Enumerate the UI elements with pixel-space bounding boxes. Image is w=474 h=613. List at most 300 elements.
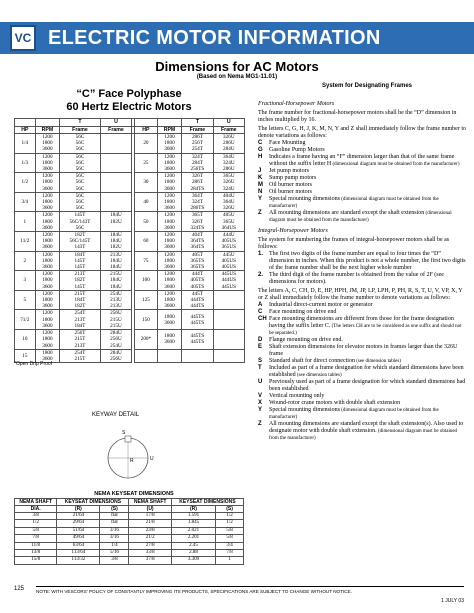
frame-suffix-item-letter: A xyxy=(258,302,263,308)
integral-hp-heading: Integral-Horsepower Motors xyxy=(258,228,328,234)
t-frame-cell-value: 405TS xyxy=(190,283,205,290)
keyseat-cell: 1/4 xyxy=(100,542,129,549)
keyway-detail-label: KEYWAY DETAIL xyxy=(92,412,140,418)
u-frame-cell xyxy=(213,310,244,330)
u-frame-cell-value: 284U xyxy=(223,146,235,153)
table-row xyxy=(15,310,245,330)
keyseat-cell: 5/8 xyxy=(216,535,244,542)
table-row xyxy=(15,542,244,549)
frame-suffix-item-description: Indicates a frame having an “F” dimension larger than that of the same frame without the suffix letter H xyxy=(269,154,455,167)
t-frame-cell xyxy=(182,232,213,252)
u-frame-cell-value: 445US xyxy=(221,283,236,290)
frame-suffix-item-description: Face Mounting xyxy=(269,140,306,146)
rpm-cell-value: 1200 xyxy=(42,290,53,297)
rpm-cell-value: 1200 xyxy=(164,290,175,297)
t-frame-cell-value: 184T xyxy=(74,297,86,304)
header-row xyxy=(15,126,245,134)
table-row xyxy=(15,550,244,557)
t-frame-cell xyxy=(60,290,101,310)
rpm-cell-value: 3600 xyxy=(164,264,175,271)
u-frame-cell-value: 284U xyxy=(110,330,122,337)
rpm-cell-value: 1200 xyxy=(164,212,175,219)
rpm-cell xyxy=(35,251,60,271)
frame-suffix-item-letter: C xyxy=(258,309,263,315)
table-row xyxy=(15,134,245,154)
u-frame-cell xyxy=(100,251,131,271)
frame-suffix-item-text xyxy=(269,175,316,182)
t-frame-cell xyxy=(182,310,213,330)
keyseat-cell: 63/64 xyxy=(57,542,100,549)
u-frame-cell xyxy=(100,232,131,252)
rpm-cell-value: 3600 xyxy=(164,283,175,290)
u-frame-cell-value: 215U xyxy=(110,271,122,278)
frame-suffix-item-text xyxy=(269,140,306,147)
frame-suffix-item-description: Gasoline Pump Motors xyxy=(269,147,325,153)
t-frame-cell-value: 56C xyxy=(75,166,85,173)
t-frame-cell-value: 56C xyxy=(75,134,85,140)
u-frame-cell-value: 184U xyxy=(110,238,122,245)
t-frame-cell xyxy=(60,134,101,154)
frame-suffix-item-description: Previously used as part of a frame designation for which standard dimensions had been established xyxy=(269,379,466,392)
frame-suffix-item-letter: D xyxy=(258,337,263,343)
frame-suffix-item-description: Vertical mounting only xyxy=(269,393,325,399)
keyseat-cell: 49/64 xyxy=(57,535,100,542)
keyseat-cell: 2.201 xyxy=(171,535,215,542)
frame-suffix-item-text xyxy=(269,182,312,189)
frame-suffix-item xyxy=(258,337,466,344)
keyseat-cell: 13/8 xyxy=(15,550,57,557)
keyseat-cell: 1/2 xyxy=(216,513,244,520)
u-frame-cell-value: 184U xyxy=(110,264,122,271)
rpm-cell-value: 1200 xyxy=(164,173,175,180)
u-frame-cell xyxy=(100,212,131,232)
frame-suffix-item-letter: C xyxy=(258,140,263,146)
u-frame-cell xyxy=(100,173,131,193)
t-frame-cell-value: 256T xyxy=(74,330,86,337)
rpm-cell-value: 1800 xyxy=(42,336,53,343)
page-subtitle: (Based on Nema MG1-11.01) xyxy=(196,74,278,80)
numbering-rule-item xyxy=(258,251,466,272)
fractional-hp-heading: Fractional-Horsepower Motors xyxy=(258,101,335,107)
rpm-cell xyxy=(35,271,60,291)
frame-suffix-item xyxy=(258,147,466,154)
keyseat-header: NEMA SHAFT xyxy=(15,499,57,506)
frame-suffix-item-text xyxy=(269,379,466,393)
rpm-cell-value: 1800 xyxy=(164,297,175,304)
t-frame-cell-value: 182T xyxy=(74,232,86,239)
numbering-rule-item-letter: 1. xyxy=(258,251,264,257)
rpm-cell xyxy=(35,153,60,173)
header-frame: Frame xyxy=(60,126,101,134)
keyseat-table xyxy=(14,498,244,565)
frame-suffix-item-text xyxy=(269,344,466,358)
rpm-cell-value: 1800 xyxy=(42,238,53,245)
keyseat-cell: 51/64 xyxy=(57,527,100,534)
t-frame-cell-value: 184T xyxy=(74,322,86,329)
keyseat-cell: 21/2 xyxy=(129,535,171,542)
t-frame-cell-value: 213T xyxy=(74,271,86,278)
rpm-cell-value: 1800 xyxy=(42,159,53,166)
frame-suffix-item xyxy=(258,379,466,393)
hp-cell: 3/4 xyxy=(15,192,36,212)
rpm-cell xyxy=(35,134,60,154)
u-frame-cell-value: 256U xyxy=(110,310,122,317)
u-frame-cell-value: 182U xyxy=(110,218,122,225)
keyseat-cell: 37/8 xyxy=(129,557,171,564)
u-frame-cell-value: 256U xyxy=(110,355,122,362)
keyseat-cell: 15/8 xyxy=(15,557,57,564)
frame-suffix-item-description: Special mounting dimensions xyxy=(269,407,340,413)
u-frame-cell xyxy=(213,173,244,193)
rpm-cell xyxy=(35,330,60,350)
rpm-cell xyxy=(157,212,182,232)
frame-suffix-item-note: (see dimension tables) xyxy=(354,359,401,364)
u-frame-cell-value: 364U xyxy=(223,199,235,206)
t-frame-cell-value: 182T xyxy=(74,303,86,310)
t-frame-cell-value: 56C xyxy=(75,185,85,192)
frame-suffix-item-text xyxy=(269,393,324,400)
rpm-cell xyxy=(157,310,182,330)
rpm-cell-value: 1200 xyxy=(42,232,53,239)
u-frame-cell-value: 254U xyxy=(110,290,122,297)
keyseat-cell: flat xyxy=(100,520,129,527)
hp-cell: 60 xyxy=(135,232,158,252)
u-frame-cell-value: 324U xyxy=(223,185,235,192)
keyseat-header: NEMA SHAFT xyxy=(129,499,171,506)
t-frame-cell-value: 215T xyxy=(74,290,86,297)
frame-suffix-item-letter: T xyxy=(258,365,262,371)
rpm-cell xyxy=(157,251,182,271)
t-frame-cell-value: 254T xyxy=(74,349,86,356)
u-frame-cell-value: 182U xyxy=(110,244,122,251)
rpm-cell xyxy=(157,192,182,212)
rpm-cell-value: 3600 xyxy=(42,244,53,251)
rpm-cell-value: 1200 xyxy=(42,310,53,317)
u-frame-cell xyxy=(100,192,131,212)
frame-suffix-item-description: Face mounting on drive end xyxy=(269,309,337,315)
frame-suffix-item-note: (dimensional diagram must be obtained from the manufacturer) xyxy=(269,211,452,223)
rpm-cell-value: 1800 xyxy=(164,313,175,320)
keyseat-cell: 33/8 xyxy=(129,550,171,557)
rpm-cell-value: 1200 xyxy=(164,251,175,258)
header-rpm: RPM xyxy=(35,126,60,134)
frame-suffix-item-description: Jet pump motors xyxy=(269,168,309,174)
frame-suffix-item-letter: U xyxy=(258,379,263,385)
u-frame-cell-value xyxy=(215,303,243,309)
t-frame-cell-value: 56C xyxy=(75,224,85,231)
rpm-cell-value: 1800 xyxy=(42,179,53,186)
rpm-cell-value: 1200 xyxy=(164,192,175,199)
keyseat-cell: 3/16 xyxy=(100,527,129,534)
header-hp: HP xyxy=(15,126,36,134)
frame-suffix-item-description: Standard shaft for direct connection xyxy=(269,358,355,364)
rpm-cell-value: 1200 xyxy=(42,134,53,140)
rpm-cell-value: 1800 xyxy=(42,199,53,206)
rpm-cell-value: 1800 xyxy=(164,179,175,186)
t-frame-cell xyxy=(182,290,213,310)
keyseat-subheader: (S) xyxy=(216,506,244,513)
frame-suffix-item-letter: Z xyxy=(258,210,262,216)
empty-cell xyxy=(182,349,213,362)
rpm-cell-value: 1800 xyxy=(42,218,53,225)
frame-suffix-item-text xyxy=(269,302,373,309)
header-blank xyxy=(157,119,182,127)
t-frame-cell-value: 254T xyxy=(74,310,86,317)
frame-suffix-item-text xyxy=(269,168,309,175)
t-frame-cell-value: 365TS xyxy=(190,257,205,264)
table-row xyxy=(15,557,244,564)
t-frame-cell-value: 445TS xyxy=(190,319,205,326)
rpm-cell xyxy=(157,290,182,310)
u-frame-cell-value: 184U xyxy=(110,277,122,284)
rpm-cell-value: 3600 xyxy=(164,224,175,231)
u-frame-cell xyxy=(213,330,244,350)
u-frame-cell-value: 324U xyxy=(223,159,235,166)
keyseat-cell: 7/8 xyxy=(15,535,57,542)
t-frame-cell-value: 215T xyxy=(74,355,86,362)
header-row-top xyxy=(15,119,245,127)
keyseat-subheader: (R) xyxy=(57,506,100,513)
t-frame-cell-value: 444TS xyxy=(190,303,205,310)
rpm-cell-value: 1200 xyxy=(42,330,53,337)
rpm-cell xyxy=(157,153,182,173)
u-frame-cell-value: 284U xyxy=(110,349,122,356)
frame-suffix-item-letter: Y xyxy=(258,407,263,413)
hp-cell: 5 xyxy=(15,290,36,310)
frame-suffix-item-text xyxy=(269,421,466,442)
u-frame-cell-value: 215U xyxy=(110,322,122,329)
frame-suffix-item-letter: M xyxy=(258,182,263,188)
keyseat-cell: 2.45 xyxy=(171,542,215,549)
frame-table xyxy=(14,118,245,363)
rpm-cell-value: 3600 xyxy=(42,166,53,173)
frame-suffix-item-description: Industrial direct-current motor or generator xyxy=(269,302,373,308)
rpm-cell-value: 3600 xyxy=(42,355,53,362)
t-frame-cell xyxy=(60,173,101,193)
u-frame-cell xyxy=(100,290,131,310)
keyway-diagram xyxy=(92,420,172,488)
rpm-cell xyxy=(35,212,60,232)
header-frame-letter: U xyxy=(100,119,131,127)
u-frame-cell-value: 184U xyxy=(110,232,122,239)
t-frame-cell xyxy=(60,330,101,350)
hp-cell: 2 xyxy=(15,251,36,271)
keyseat-cell: 29/64 xyxy=(57,520,100,527)
frame-suffix-item-text xyxy=(269,407,466,421)
keyway-r-label: R xyxy=(130,458,134,464)
keyseat-cell: 113/64 xyxy=(57,550,100,557)
header-frame-letter: T xyxy=(60,119,101,127)
u-frame-cell-value: 365US xyxy=(221,244,236,251)
rpm-cell-value: 1800 xyxy=(164,333,175,340)
keyseat-cell: 1/2 xyxy=(216,520,244,527)
table-row xyxy=(15,513,244,520)
frame-suffix-item-note: (dimensional diagram must be obtained from the manufacturer) xyxy=(269,429,458,441)
u-frame-cell-value: 326U xyxy=(223,134,235,140)
t-frame-cell-value: 213T xyxy=(74,342,86,349)
t-frame-cell-value: 284TS xyxy=(190,185,205,192)
table-row xyxy=(15,290,245,310)
t-frame-cell xyxy=(182,134,213,154)
rpm-cell-value: 1200 xyxy=(164,153,175,160)
frame-suffix-item-text xyxy=(269,196,466,210)
keyseat-cell: 7/8 xyxy=(216,550,244,557)
frame-suffix-item xyxy=(258,168,466,175)
frame-suffix-item-note: (The letters CH are to be considered as one suffix and should not be separated.) xyxy=(269,324,462,336)
keyseat-subheader-row xyxy=(15,506,244,513)
u-frame-cell-value: 326U xyxy=(223,179,235,186)
hp-cell: 11/2 xyxy=(15,232,36,252)
table-row xyxy=(15,192,245,212)
u-frame-cell-value: 444US xyxy=(221,277,236,284)
u-frame-cell-value: 364US xyxy=(221,224,236,231)
u-frame-cell-value xyxy=(215,320,243,326)
t-frame-cell-value: 324TS xyxy=(190,224,205,231)
hp-cell: 30 xyxy=(135,173,158,193)
hp-cell: 125 xyxy=(135,290,158,310)
frame-suffix-item xyxy=(258,182,466,189)
keyseat-table-title: NEMA KEYSEAT DIMENSIONS xyxy=(94,491,174,497)
frame-suffix-item-note: (see dimension tables) xyxy=(295,373,342,378)
rpm-cell-value: 1200 xyxy=(42,212,53,219)
t-frame-cell-value: 56C xyxy=(75,192,85,199)
company-logo: VC xyxy=(10,25,36,51)
rpm-cell-value: 3600 xyxy=(164,303,175,310)
u-frame-cell-value: 405U xyxy=(223,212,235,219)
t-frame-cell-value: 364T xyxy=(191,192,203,199)
keyseat-header-row xyxy=(15,499,244,506)
frame-suffix-item xyxy=(258,196,466,210)
t-frame-cell-value: 286T xyxy=(191,179,203,186)
u-frame-cell-value: 213U xyxy=(110,303,122,310)
rpm-cell-value: 1800 xyxy=(164,238,175,245)
frame-suffix-item xyxy=(258,344,466,358)
t-frame-cell-value: 56C xyxy=(75,173,85,180)
keyseat-cell: 2.88 xyxy=(171,550,215,557)
u-frame-cell xyxy=(213,232,244,252)
rpm-cell-value: 1200 xyxy=(164,271,175,278)
frame-suffix-item-letter: J xyxy=(258,168,262,174)
t-frame-cell xyxy=(60,212,101,232)
rpm-cell-value: 1800 xyxy=(164,277,175,284)
frame-suffix-item-description: Flange mounting on drive end. xyxy=(269,337,343,343)
right-column xyxy=(258,97,466,442)
rpm-cell xyxy=(157,134,182,154)
rpm-cell-value: 3600 xyxy=(42,283,53,290)
t-frame-cell-value: 284T xyxy=(191,159,203,166)
frame-suffix-item-note: (dimensional diagram must be obtained from the manufacturer) xyxy=(331,162,460,167)
numbering-rule-item-letter: 2. xyxy=(258,272,264,278)
u-frame-cell-value: 365U xyxy=(223,218,235,225)
u-frame-cell-value: 405US xyxy=(221,238,236,245)
empty-cell xyxy=(213,349,244,362)
header-blank xyxy=(35,119,60,127)
frame-suffix-item-letter: N xyxy=(258,189,263,195)
header-blank xyxy=(135,119,158,127)
rpm-cell xyxy=(35,290,60,310)
t-frame-cell-value: 326T xyxy=(191,173,203,180)
integral-hp-paragraph-1: The system for numbering the frames of integral-horsepower motors shall be as follows: xyxy=(258,237,450,250)
u-frame-cell-value: 405US xyxy=(221,264,236,271)
t-frame-cell-value: 405TS xyxy=(190,277,205,284)
frame-suffix-item xyxy=(258,365,466,379)
t-frame-cell xyxy=(60,310,101,330)
frame-suffix-item xyxy=(258,302,466,309)
t-frame-cell xyxy=(182,212,213,232)
frame-suffix-item xyxy=(258,210,466,224)
numbering-rule-item-description: The first two digits of the frame number are equal to four times the “D” dimension in inches. When this product is not a whole number, the first two digits of the frame number shall be the next higher whole number xyxy=(269,251,466,271)
rpm-cell-value: 3600 xyxy=(164,205,175,212)
keyseat-subheader: DIA. xyxy=(15,506,57,513)
t-frame-cell-value: 145T xyxy=(74,257,86,264)
frame-suffix-item-letter: CH xyxy=(258,316,267,322)
rpm-cell-value: 1800 xyxy=(42,257,53,264)
rpm-cell-value: 3600 xyxy=(42,224,53,231)
t-frame-cell-value: 56C/145T xyxy=(69,238,91,245)
t-frame-cell-value: 445TS xyxy=(190,339,205,346)
u-frame-cell-value xyxy=(215,339,243,345)
rpm-cell-value: 3600 xyxy=(42,185,53,192)
hp-cell: 150 xyxy=(135,310,158,330)
frame-suffix-item xyxy=(258,421,466,442)
frame-suffix-item-letter: K xyxy=(258,175,263,181)
header-blank xyxy=(15,119,36,127)
t-frame-cell-value: 56C xyxy=(75,205,85,212)
rpm-cell xyxy=(35,173,60,193)
rpm-cell-value: 1200 xyxy=(164,232,175,239)
t-frame-cell xyxy=(182,153,213,173)
table-row xyxy=(15,527,244,534)
frame-suffix-item xyxy=(258,175,466,182)
rpm-cell-value: 1200 xyxy=(42,251,53,258)
t-frame-cell-value: 364TS xyxy=(190,238,205,245)
u-frame-cell-value: 326U xyxy=(223,205,235,212)
rpm-cell-value: 1800 xyxy=(42,277,53,284)
hp-cell: 1 xyxy=(15,212,36,232)
frame-suffix-item xyxy=(258,400,466,407)
keyseat-subheader: (S) xyxy=(100,506,129,513)
frame-suffix-item-letter: Y xyxy=(258,196,263,202)
hp-cell: 15 xyxy=(15,349,36,362)
table-row xyxy=(15,232,245,252)
t-frame-cell xyxy=(182,330,213,350)
u-frame-cell xyxy=(100,134,131,154)
t-frame-cell xyxy=(60,349,101,362)
t-frame-cell-value: 182T xyxy=(74,277,86,284)
keyseat-cell: 21/8 xyxy=(129,520,171,527)
table-row xyxy=(15,520,244,527)
u-frame-cell-value xyxy=(102,186,130,192)
page-number: 125 xyxy=(14,586,25,592)
u-frame-cell xyxy=(213,134,244,154)
keyseat-cell: 3/8 xyxy=(15,513,57,520)
frame-suffix-item-text xyxy=(269,210,466,224)
rpm-cell-value: 1200 xyxy=(42,271,53,278)
u-frame-cell-value: 405US xyxy=(221,257,236,264)
rpm-cell xyxy=(35,310,60,330)
keyseat-cell: 23/8 xyxy=(129,527,171,534)
rpm-cell-value: 3600 xyxy=(164,166,175,173)
frame-suffix-item-letter: Z xyxy=(258,421,262,427)
frame-suffix-item xyxy=(258,393,466,400)
u-frame-cell-value: 184U xyxy=(110,257,122,264)
u-frame-cell-value xyxy=(102,205,130,211)
frame-suffix-item xyxy=(258,140,466,147)
integral-hp-paragraph-2: The letters A, C, CH, D, E, HP, HPH, JM, JP, LP, LPH, P, PH, R, S, T, U, V, VP, X, Y or Z shall immediately follow the frame number to denote variations as follows: xyxy=(258,288,463,301)
t-frame-cell xyxy=(182,251,213,271)
rpm-cell-value: 1800 xyxy=(42,316,53,323)
frame-suffix-item xyxy=(258,316,466,337)
